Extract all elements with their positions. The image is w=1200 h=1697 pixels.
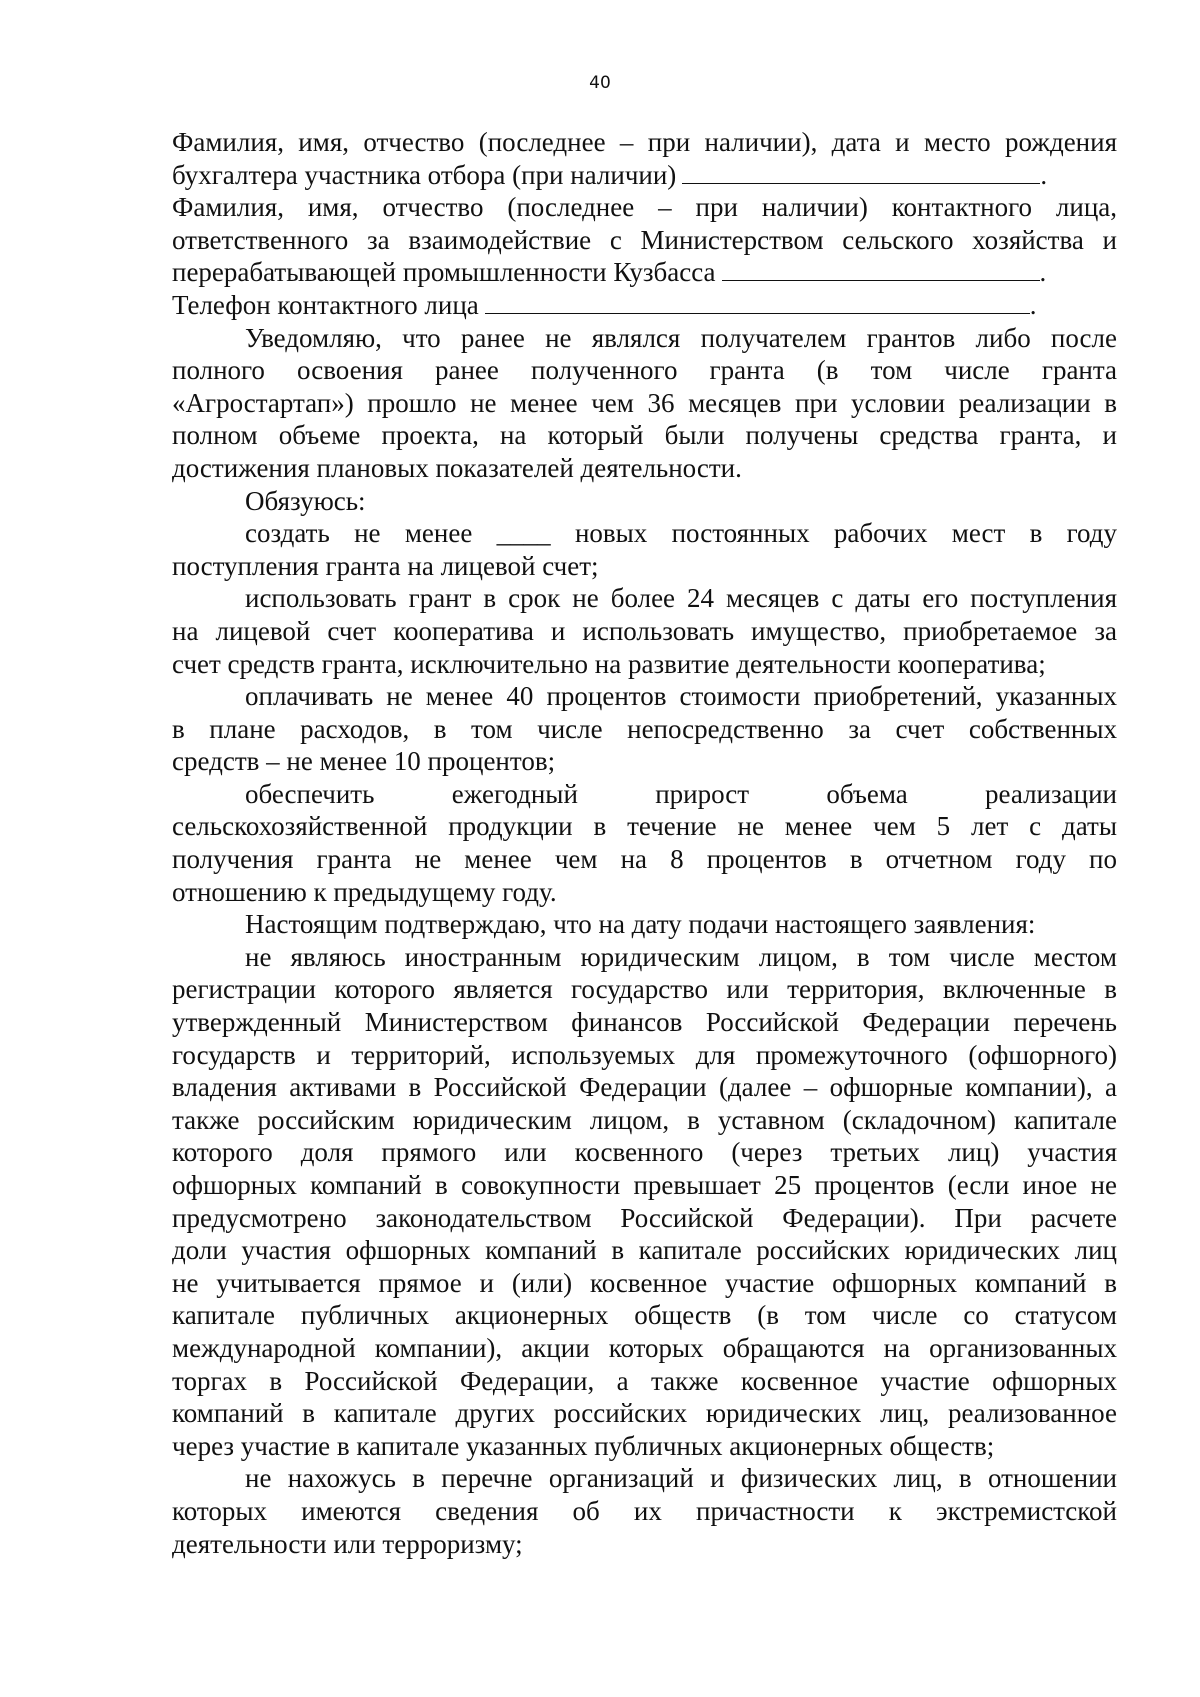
line-text: Настоящим подтверждаю, что на дату подачи настоящего заявления:	[245, 909, 1036, 940]
line-text: средств – не менее 10 процентов;	[172, 746, 556, 777]
line-text: которых имеются сведения об их причастности к экстремистской	[172, 1495, 1117, 1526]
text-line	[172, 1332, 1117, 1365]
text-line	[172, 582, 1117, 615]
text-line	[172, 1462, 1117, 1495]
line-text: ответственного за взаимодействие с Министерством сельского хозяйства и	[172, 224, 1117, 255]
line-text: оплачивать не менее 40 процентов стоимости приобретений, указанных	[245, 681, 1117, 712]
line-text: создать не менее ____ новых постоянных рабочих мест в году	[245, 518, 1117, 549]
line-text: бухгалтера участника отбора (при наличии)	[172, 159, 677, 190]
text-line	[172, 843, 1117, 876]
line-text: офшорных компаний в совокупности превышает 25 процентов (если иное не	[172, 1170, 1117, 1200]
line-text: не учитывается прямое и (или) косвенное участие офшорных компаний в	[172, 1267, 1117, 1298]
line-text: «Агростартап») прошло не менее чем 36 месяцев при условии реализации в	[172, 387, 1117, 418]
text-line	[172, 1039, 1117, 1072]
text-line	[172, 159, 1117, 192]
text-line	[172, 876, 1117, 909]
text-line	[172, 191, 1117, 224]
line-text: через участие в капитале указанных публичных акционерных обществ;	[172, 1430, 995, 1461]
text-line	[172, 745, 1117, 778]
text-line	[172, 778, 1117, 811]
line-text: перерабатывающей промышленности Кузбасса	[172, 257, 716, 288]
text-line	[172, 615, 1117, 648]
line-text: использовать грант в срок не более 24 месяцев с даты его поступления	[245, 583, 1117, 614]
text-line	[172, 1169, 1117, 1202]
line-tail: .	[1040, 159, 1048, 190]
line-text: государств и территорий, используемых для промежуточного (офшорного)	[172, 1039, 1117, 1070]
text-line	[172, 1071, 1117, 1104]
text-line	[172, 648, 1117, 681]
text-line	[172, 1299, 1117, 1332]
text-line	[172, 452, 1117, 485]
line-text: Фамилия, имя, отчество (последнее – при наличии) контактного лица,	[172, 192, 1117, 223]
line-text: компаний в капитале других российских юридических лиц, реализованное	[172, 1398, 1117, 1429]
fill-in-blank[interactable]	[682, 161, 1040, 184]
text-line	[172, 1495, 1117, 1528]
line-text: торгах в Российской Федерации, а также косвенное участие офшорных	[172, 1365, 1117, 1396]
line-text: не являюсь иностранным юридическим лицом, в том числе местом	[245, 941, 1117, 972]
line-text: международной компании), акции которых обращаются на организованных	[172, 1332, 1117, 1363]
text-line	[172, 550, 1117, 583]
line-text: утвержденный Министерством финансов Российской Федерации перечень	[172, 1007, 1117, 1038]
text-line	[172, 1365, 1117, 1398]
text-line	[172, 485, 1117, 518]
line-text: также российским юридическим лицом, в уставном (складочном) капитале	[172, 1104, 1117, 1135]
text-line	[172, 126, 1117, 159]
text-line	[172, 973, 1117, 1006]
page-number: 40	[589, 73, 611, 93]
line-tail: .	[1029, 289, 1037, 320]
text-line	[172, 354, 1117, 387]
line-text: владения активами в Российской Федерации (далее – офшорные компании), а	[172, 1072, 1117, 1103]
line-text: предусмотрено законодательством Российской Федерации). При расчете	[172, 1202, 1117, 1233]
line-text: счет средств гранта, исключительно на развитие деятельности кооператива;	[172, 648, 1046, 679]
line-text: обеспечить ежегодный прирост объема реализации	[245, 778, 1117, 809]
text-line	[172, 1267, 1117, 1300]
text-line	[172, 387, 1117, 420]
text-line	[172, 1430, 1117, 1463]
line-text: в плане расходов, в том числе непосредственно за счет собственных	[172, 713, 1117, 744]
line-text: деятельности или терроризму;	[172, 1528, 523, 1559]
line-text: капитале публичных акционерных обществ (в том числе со статусом	[172, 1300, 1117, 1331]
text-line	[172, 1006, 1117, 1039]
text-line	[172, 1528, 1117, 1561]
line-text: регистрации которого является государство или территория, включенные в	[172, 974, 1117, 1005]
text-line	[172, 224, 1117, 257]
text-line	[172, 1234, 1117, 1267]
line-text: поступления гранта на лицевой счет;	[172, 550, 599, 581]
text-line	[172, 1397, 1117, 1430]
text-line	[172, 1104, 1117, 1137]
line-text: Обязуюсь:	[245, 485, 366, 516]
text-line	[172, 322, 1117, 355]
line-text: доли участия офшорных компаний в капитале российских юридических лиц	[172, 1235, 1117, 1266]
text-line	[172, 1202, 1117, 1235]
text-line	[172, 713, 1117, 746]
text-line	[172, 810, 1117, 843]
line-text: полном объеме проекта, на который были получены средства гранта, и	[172, 420, 1117, 451]
text-line	[172, 680, 1117, 713]
line-text: получения гранта не менее чем на 8 процентов в отчетном году по	[172, 844, 1117, 875]
text-line	[172, 289, 1117, 322]
text-line	[172, 1136, 1117, 1169]
text-line	[172, 941, 1117, 974]
text-line	[172, 517, 1117, 550]
line-text: сельскохозяйственной продукции в течение не менее чем 5 лет с даты	[172, 811, 1117, 842]
line-text: на лицевой счет кооператива и использовать имущество, приобретаемое за	[172, 615, 1117, 646]
text-line	[172, 908, 1117, 941]
document-body	[172, 126, 1117, 1560]
line-text: Телефон контактного лица	[172, 289, 479, 320]
fill-in-blank[interactable]	[722, 258, 1040, 281]
line-text: достижения плановых показателей деятельности.	[172, 452, 742, 483]
line-text: Фамилия, имя, отчество (последнее – при наличии), дата и место рождения	[172, 127, 1117, 157]
line-text: не нахожусь в перечне организаций и физических лиц, в отношении	[245, 1463, 1117, 1494]
fill-in-blank[interactable]	[485, 291, 1030, 314]
line-text: которого доля прямого или косвенного (через третьих лиц) участия	[172, 1137, 1117, 1168]
text-line	[172, 419, 1117, 452]
text-line	[172, 256, 1117, 289]
line-text: полного освоения ранее полученного гранта (в том числе гранта	[172, 355, 1117, 386]
line-tail: .	[1039, 257, 1047, 288]
line-text: Уведомляю, что ранее не являлся получателем грантов либо после	[245, 322, 1117, 353]
line-text: отношению к предыдущему году.	[172, 876, 557, 907]
